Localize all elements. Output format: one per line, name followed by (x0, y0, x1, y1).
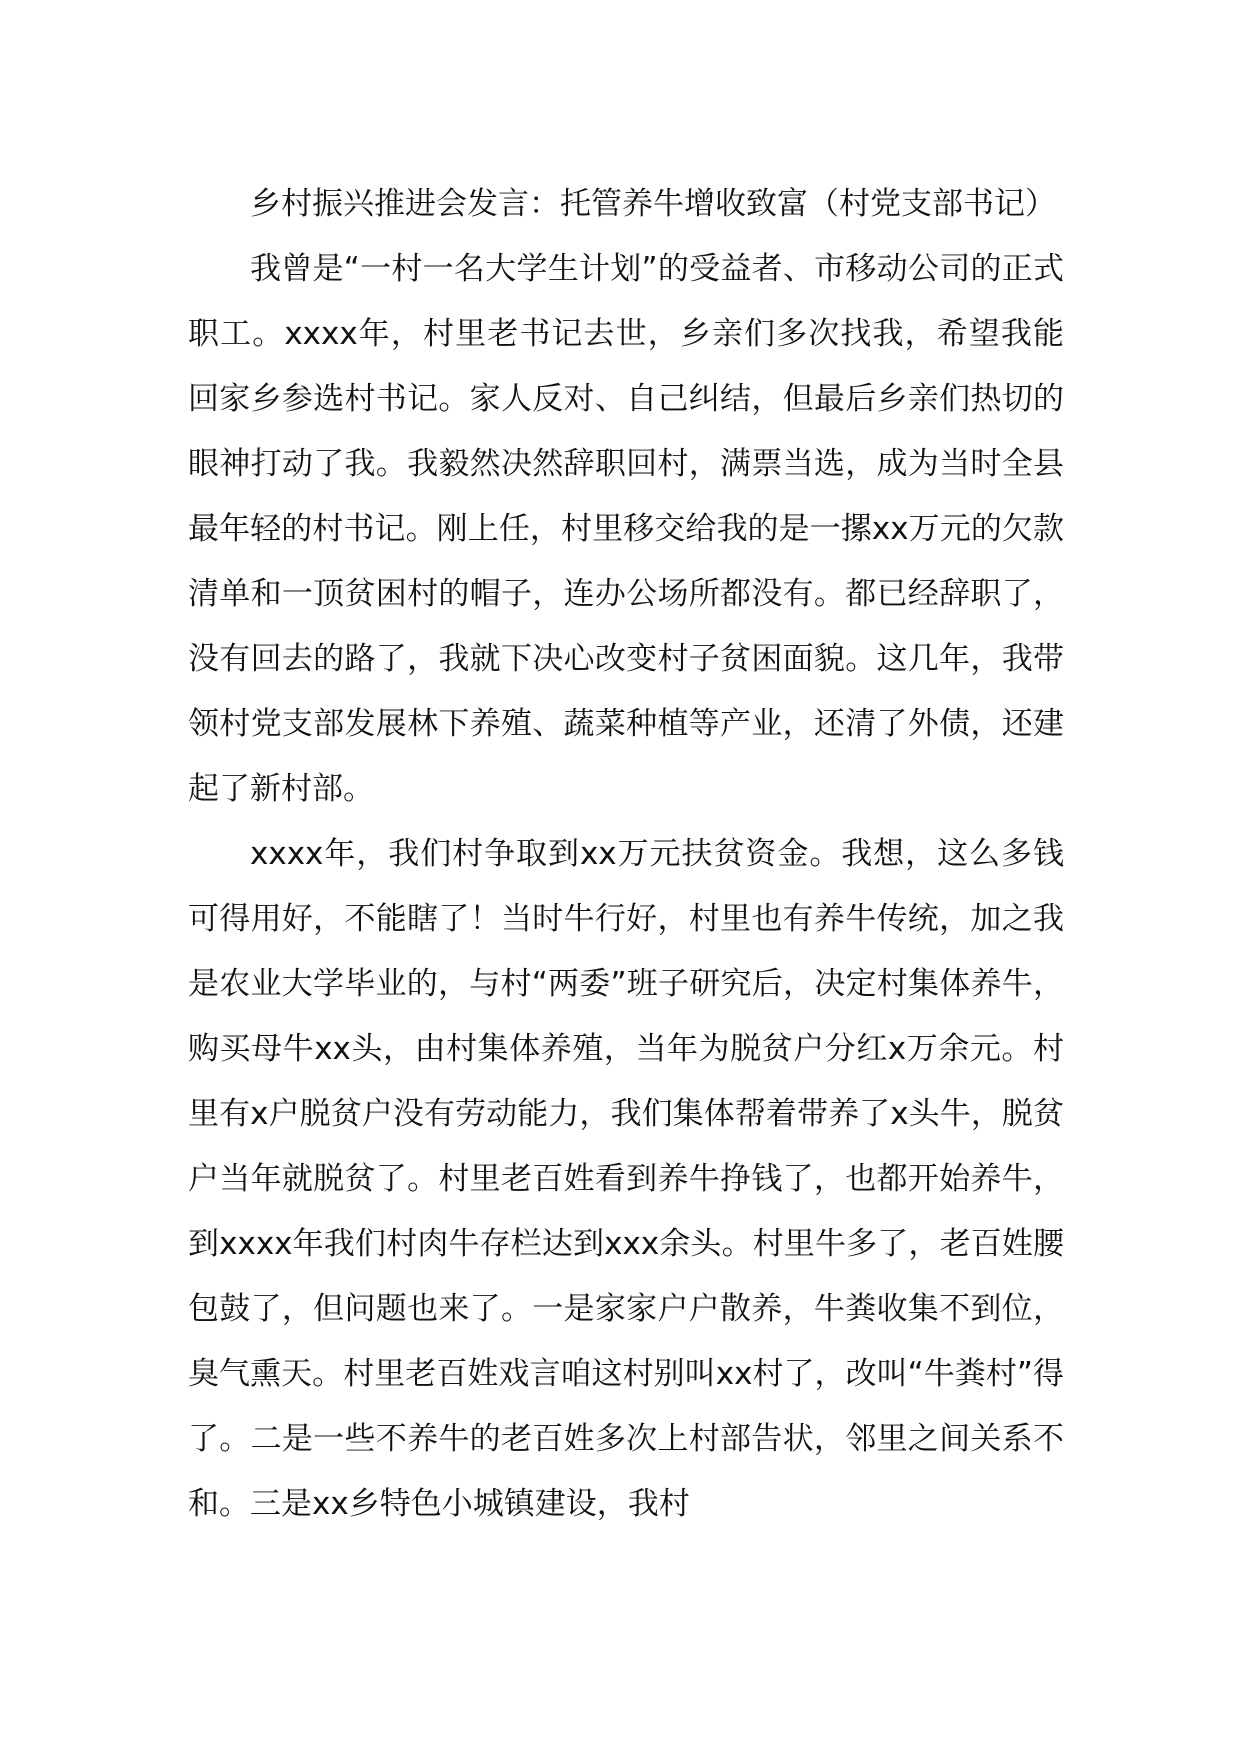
document-body (188, 172, 1064, 1537)
speech-title-paragraph: 乡村振兴推进会发言：托管养牛增收致富（村党支部书记） (250, 186, 1056, 222)
body-paragraph-cattle: xxxx年，我们村争取到xx万元扶贫资金。我想，这么多钱可得用好，不能瞎了！当时牛行好，村里也有养牛传统，加之我是农业大学毕业的，与村“两委”班子研究后，决定村集体养牛，购买母牛xx头，由村集体养殖，当年为脱贫户分红x万余元。村里有x户脱贫户没有劳动能力，我们集体帮着带养了x头牛，脱贫户当年就脱贫了。村里老百姓看到养牛挣钱了，也都开始养牛，到xxxx年我们村肉牛存栏达到xxx余头。村里牛多了，老百姓腰包鼓了，但问题也来了。一是家家户户散养，牛粪收集不到位，臭气熏天。村里老百姓戏言咱这村别叫xx村了，改叫“牛粪村”得了。二是一些不养牛的老百姓多次上村部告状，邻里之间关系不和。三是xx乡特色小城镇建设，我村 (188, 836, 1064, 1522)
body-paragraph-background: 我曾是“一村一名大学生计划”的受益者、市移动公司的正式职工。xxxx年，村里老书记去世，乡亲们多次找我，希望我能回家乡参选村书记。家人反对、自己纠结，但最后乡亲们热切的眼神打动了我。我毅然决然辞职回村，满票当选，成为当时全县最年轻的村书记。刚上任，村里移交给我的是一摞xx万元的欠款清单和一顶贫困村的帽子，连办公场所都没有。都已经辞职了，没有回去的路了，我就下决心改变村子贫困面貌。这几年，我带领村党支部发展林下养殖、蔬菜种植等产业，还清了外债，还建起了新村部。 (188, 251, 1064, 807)
